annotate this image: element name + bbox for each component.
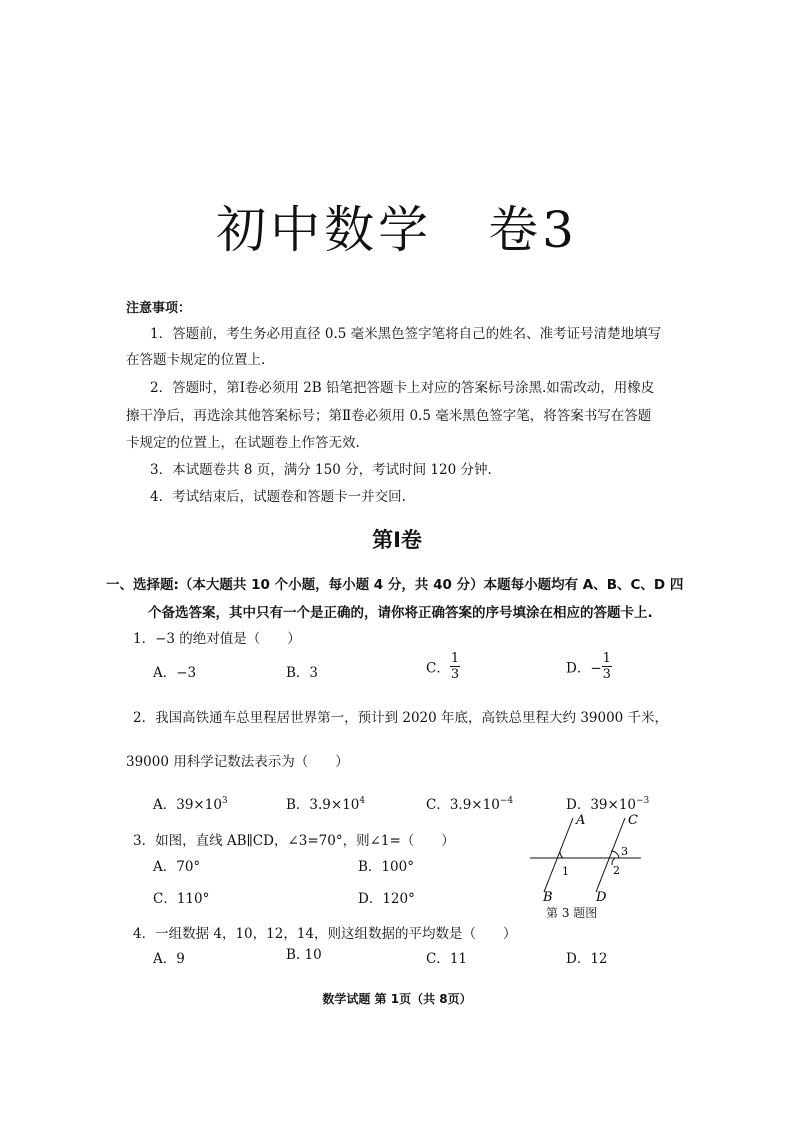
q2-option-b [286,793,365,813]
section-title: 第Ⅰ卷 [372,528,422,552]
q2-option-d [566,793,649,813]
line-ab [544,818,573,892]
q3-option-c: C．110° [153,891,210,907]
page-footer: 数学试题 第 1页（共 8页） [322,992,472,1006]
q2-d-exponent: −3 [636,796,650,806]
q1-option-d [566,651,612,682]
q2-option-a [153,793,228,813]
q2-b-exponent: 4 [359,796,366,806]
note-1-line-1: 1．答题前，考生务必用直径 0.5 毫米黑色签字笔将自己的姓名、准考证号清楚地填写 [150,326,662,342]
notes-heading: 注意事项： [126,301,192,316]
q1-option-d-fraction [602,651,612,682]
q2-option-c [426,793,513,813]
q3-figure [525,812,645,904]
q1-c-denominator: 3 [450,667,460,682]
note-2-line-1: 2．答题时，第Ⅰ卷必须用 2B 铅笔把答题卡上对应的答案标号涂黑.如需改动，用橡皮 [150,380,655,396]
q4-option-d: D．12 [566,951,608,967]
q2-a-exponent: 3 [221,796,228,806]
q4-stem: 4．一组数据 4，10，12，14，则这组数据的平均数是（ ） [133,926,517,942]
q2-stem-line-2: 39000 用科学记数法表示为（ ） [126,754,349,770]
label-c: C [628,813,638,828]
q3-figure-caption: 第 3 题图 [546,906,598,920]
q3-stem: 3．如图，直线 AB∥CD，∠3=70°，则∠1=（ ） [133,833,455,849]
label-a: A [576,813,586,828]
q1-d-numerator: 1 [602,651,611,666]
page-title [0,190,794,262]
q1-stem: 1．−3 的绝对值是（ ） [133,631,301,647]
angle-1-arc [560,851,563,858]
q4-option-a: A．9 [153,951,185,967]
label-angle-1: 1 [562,865,569,878]
label-angle-2: 2 [613,864,620,877]
q1-option-a: A．−3 [153,665,197,681]
q1-d-denominator: 3 [602,667,611,682]
note-2-line-3: 卡规定的位置上，在试题卷上作答无效. [126,435,360,451]
note-4: 4．考试结束后，试题卷和答题卡一并交回. [150,489,406,505]
q1-c-numerator: 1 [450,651,460,666]
q4-option-c: C．11 [426,951,468,967]
q3-option-a: A．70° [153,859,201,875]
angle-3-arc [611,851,619,858]
q2-stem-line-1: 2．我国高铁通车总里程居世界第一，预计到 2020 年底，高铁总里程大约 39000 千米， [133,710,669,726]
q1-option-d-label: D．− [566,660,602,677]
q2-c-base: C．3.9×10 [426,797,500,813]
q2-d-base: D．39×10 [566,797,636,813]
q4-option-b: B. 10 [286,947,322,963]
q2-c-exponent: −4 [499,796,514,806]
q1-option-c-label: C． [426,660,450,677]
note-3: 3．本试题卷共 8 页，满分 150 分，考试时间 120 分钟. [150,462,492,478]
title-main: 初中数学 [216,201,433,259]
note-2-line-2: 擦干净后，再选涂其他答案标号；第Ⅱ卷必须用 0.5 毫米黑色签字笔，将答案书写在答题 [126,408,652,424]
q1-option-c [426,651,460,682]
title-volume: 卷3 [488,201,578,259]
q1-option-c-fraction [450,651,460,682]
part1-instructions-line-2: 个备选答案，其中只有一个是正确的，请你将正确答案的序号填涂在相应的答题卡上. [148,605,653,621]
label-b: B [543,890,553,904]
q1-option-b: B．3 [286,665,319,681]
q3-option-d: D．120° [358,891,415,907]
label-angle-3: 3 [621,845,628,858]
part1-instructions-line-1: 一、选择题:（本大题共 10 个小题，每小题 4 分，共 40 分）本题每小题均有 A、B、C、D 四 [106,577,684,593]
q3-option-b: B．100° [358,859,414,875]
q2-b-base: B．3.9×10 [286,797,360,813]
label-d: D [596,890,607,904]
q2-a-base: A．39×10 [153,797,222,813]
note-1-line-2: 在答题卡规定的位置上. [126,352,266,368]
